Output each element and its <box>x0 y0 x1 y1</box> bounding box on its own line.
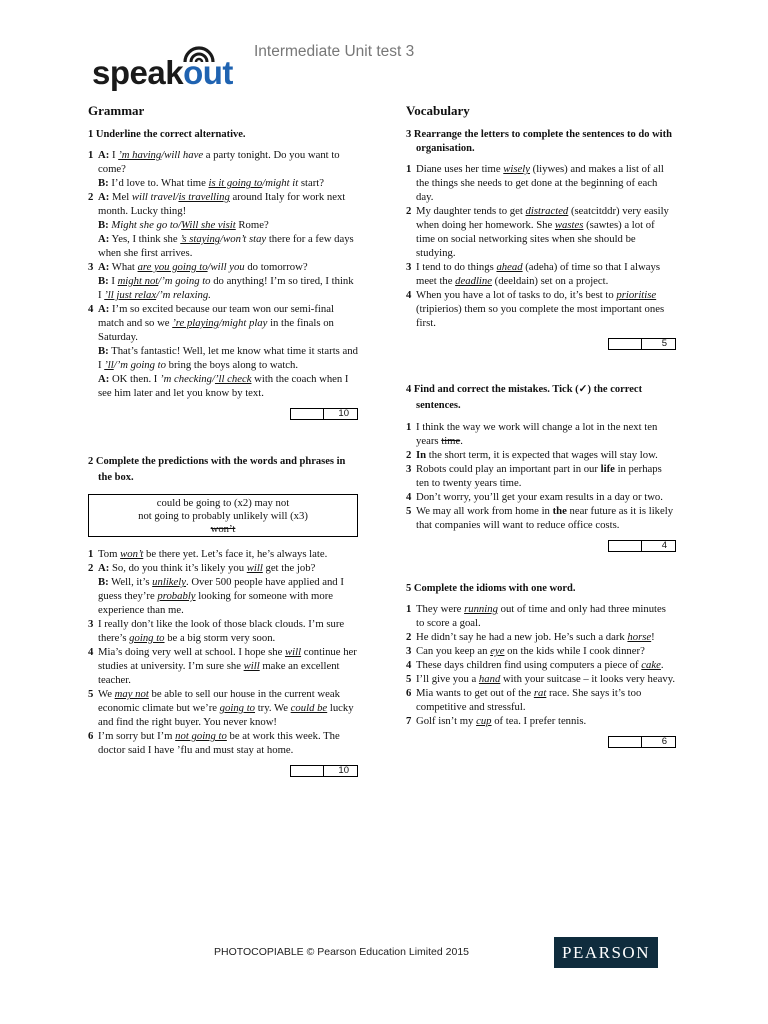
vocabulary-heading: Vocabulary <box>406 103 470 118</box>
logo-wordmark: speakout <box>92 54 233 91</box>
task1-item: 2 A: Mel will travel/is travelling around Italy for work next month. Lucky thing! B: Might she go to/Will she visit Rome? A: Yes, I think she ’s staying/won’t stay there for a few days when she first arrives. <box>88 191 354 259</box>
task4-item: 4 Don’t worry, you’ll get your exam results in a day or two. <box>406 491 663 503</box>
task5-item: 6 Mia wants to get out of the rat race. She says it’s too competitive and stressful. <box>406 687 642 713</box>
task2-item: 1 Tom won’t be there yet. Let’s face it, he’s always late. <box>88 548 328 560</box>
task4-item: 1 I think the way we work will change a lot in the next ten years time. <box>406 421 658 447</box>
task3-item: 2 My daughter tends to get distracted (seatcitddr) very easily when doing her homework. She wastes (sawtes) a lot of time on social networking sites when she should be studying. <box>406 205 669 259</box>
task3-item: 4 When you have a lot of tasks to do, it’s best to prioritise (tripierios) them so you complete the most important ones first. <box>406 289 665 329</box>
vocabulary-column <box>406 104 676 748</box>
task1-instruction: 1 Underline the correct alternative. <box>88 129 246 140</box>
task5-instruction: 5 Complete the idioms with one word. <box>406 583 576 594</box>
task3-score-box: 5 <box>608 338 676 350</box>
task2-item: 6 I’m sorry but I’m not going to be at work this week. The doctor said I have ’flu and must stay at home. <box>88 730 340 756</box>
grammar-column <box>88 104 358 777</box>
task3-item: 1 Diane uses her time wisely (liywes) and makes a list of all the things she needs to get done at the beginning of each day. <box>406 163 664 203</box>
task1-item: 3 A: What are you going to/will you do tomorrow? B: I might not/’m going to do anything! I’m so tired, I think I ’ll just relax/’m relaxing. <box>88 261 354 301</box>
task2-item: 3 I really don’t like the look of those black clouds. I’m sure there’s going to be a big storm very soon. <box>88 618 345 644</box>
task5-item: 1 They were running out of time and only had three minutes to score a goal. <box>406 603 666 629</box>
task4-score-box: 4 <box>608 540 676 552</box>
task4-item: 3 Robots could play an important part in our life in perhaps ten to twenty years time. <box>406 463 662 489</box>
task2-instruction: 2 Complete the predictions with the words and phrases in the box. <box>88 456 346 483</box>
task2-item: 2 A: So, do you think it’s likely you will get the job? B: Well, it’s unlikely. Over 500 people have applied and I guess they’re probably looking for someone with more experience than me. <box>88 562 344 616</box>
task5-item: 4 These days children find using computers a piece of cake. <box>406 659 664 671</box>
task5-item: 5 I’ll give you a hand with your suitcase – it looks very heavy. <box>406 673 676 685</box>
task5-score-box: 6 <box>608 736 676 748</box>
task4-instruction: 4 Find and correct the mistakes. Tick (✓) the correct sentences. <box>406 384 643 411</box>
grammar-heading: Grammar <box>88 103 145 118</box>
task5-item: 3 Can you keep an eye on the kids while I cook dinner? <box>406 645 645 657</box>
task3-item: 3 I tend to do things ahead (adeha) of time so that I always meet the deadline (deeldain) set on a project. <box>406 261 660 287</box>
task2-score-box: 10 <box>290 765 358 777</box>
task1-score-box: 10 <box>290 408 358 420</box>
task1-item: 4 A: I’m so excited because our team won our semi-final match and so we ’re playing/might play in the finals on Saturday. B: That’s fantastic! Well, let me know what time it starts and I ’ll/’m going to bring the boys along to watch. A: OK then. I ’m checking/’ll check with the coach when I see him later and let you know by text. <box>88 303 358 399</box>
task5-item: 2 He didn’t say he had a new job. He’s such a dark horse! <box>406 631 655 643</box>
word-box: could be going to (x2) may not not going to probably unlikely will (x3) won’t <box>88 494 358 537</box>
task4-item: 2 In the short term, it is expected that wages will stay low. <box>406 449 658 461</box>
pearson-logo: PEARSON <box>554 937 658 968</box>
task3-instruction: 3 Rearrange the letters to complete the sentences to do with organisation. <box>406 129 672 154</box>
unit-title: Intermediate Unit test 3 <box>254 43 415 60</box>
task1-item: 1 A: I ’m having/will have a party tonight. Do you want to come? B: I’d love to. What time is it going to/might it start? <box>88 149 340 189</box>
task2-item: 5 We may not be able to sell our house in the current weak economic climate but we’re going to try. We could be lucky and find the right buyer. You never know! <box>88 688 354 728</box>
task4-item: 5 We may all work from home in the near future as it is likely that companies will want to reduce office costs. <box>406 505 674 531</box>
copyright-footer: PHOTOCOPIABLE © Pearson Education Limited 2015 <box>214 946 470 958</box>
task5-item: 7 Golf isn’t my cup of tea. I prefer tennis. <box>406 715 587 727</box>
task2-item: 4 Mia’s doing very well at school. I hope she will continue her studies at university. I’m sure she will make an excellent teacher. <box>88 646 357 686</box>
